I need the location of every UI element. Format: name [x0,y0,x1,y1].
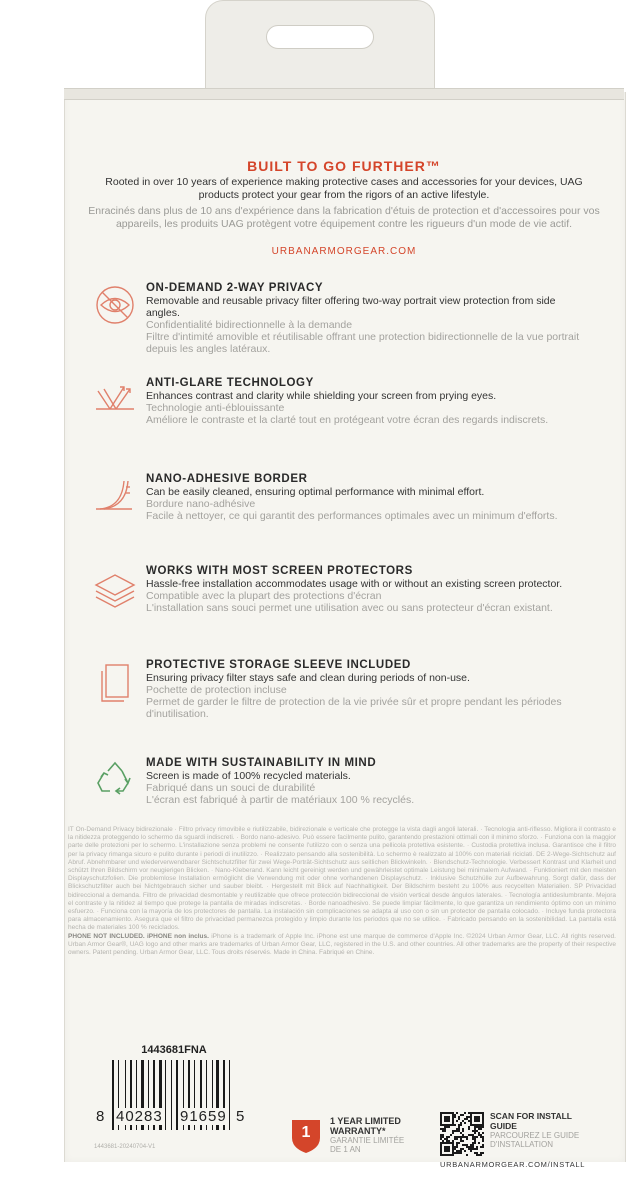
warranty-english: 1 YEAR LIMITED WARRANTY* [330,1116,401,1136]
feature-title: ANTI-GLARE TECHNOLOGY [146,377,314,389]
feature-title: WORKS WITH MOST SCREEN PROTECTORS [146,565,413,577]
barcode-digit-last: 5 [236,1108,245,1125]
feature-title: PROTECTIVE STORAGE SLEEVE INCLUDED [146,659,411,671]
feature-french: Compatible avec la plupart des protections d'écran L'installation sans souci permet une utilisation avec ou sans protecteur d'écran existant. [146,590,553,614]
warranty-shield-icon [290,1116,322,1154]
hang-hole [266,25,374,49]
feature-english: Hassle-free installation accommodates usage with or without an existing screen protector. [146,578,563,590]
intro-english: Rooted in over 10 years of experience making protective cases and accessories for your devices, UAG products protect your gear from the rigors of an active lifestyle. [105,176,583,201]
legal-notice: iPhone is a trademark of Apple Inc. iPhone est une marque de commerce d'Apple Inc. ©2024 Urban Armor Gear, LLC. All rights reserved. Urban Armor Gear®, UAG logo and other marks are trademarks of Urban Armor Gear, LLC, registered in the U.S. and other countries. All other trademarks are the property of their respective owners. Patent pending. Urban Armor Gear, LLC. Tous droits réservés. Made in China. Fabriqué en Chine. [68,932,616,957]
feature-title: ON-DEMAND 2-WAY PRIVACY [146,282,324,294]
storage-sleeve-icon [92,659,138,705]
warranty-french: GARANTIE LIMITÉE DE 1 AN [330,1136,405,1154]
website-url: URBANARMORGEAR.COM [271,246,417,257]
barcode-digits [96,1108,256,1128]
intro-french: Enracinés dans plus de 10 ans d'expérience dans la fabrication d'étuis de protection et d'accessoires pour vos appareils, les produits UAG protègent votre équipement contre les rigueurs d'un mode de vie actif. [88,205,600,230]
feature-english: Ensuring privacy filter stays safe and clean during periods of non-use. [146,672,470,684]
feature-french: Bordure nano-adhésive Facile à nettoyer, ce qui garantit des performances optimales avec un minimum d'efforts. [146,498,558,522]
anti-glare-icon [92,377,138,423]
install-url: URBANARMORGEAR.COM/INSTALL [440,1160,586,1169]
hang-tab [205,0,435,101]
scan-instruction-french: PARCOUREZ LE GUIDE D'INSTALLATION [490,1131,580,1149]
headline: BUILT TO GO FURTHER™ [247,158,441,174]
feature-title: MADE WITH SUSTAINABILITY IN MIND [146,757,377,769]
adhesive-border-icon [92,473,138,519]
feature-french: Fabriqué dans un souci de durabilité L'écran est fabriqué à partir de matériaux 100 % recyclés. [146,782,415,806]
package-fold [64,88,624,100]
fine-print-body: IT On-Demand Privacy bidirezionale · Filtro privacy rimovibile e riutilizzabile, bidirezionale e verticale che protegge la vista dagli angoli laterali. · Tecnologia anti-riflesso. Migliora il contrasto e la nitidezza proteggendo lo schermo da sguardi indiscreti. · Bordo nano-adesivo. Può essere facilmente pulito, garantendo prestazioni ottimali con il minimo sforzo. · Funziona con la maggior parte delle protezioni per lo schermo. L'installazione senza problemi ne consente l'utilizzo con o senza una pellicola protettiva esistente. · Custodia protettiva inclusa. Garantisce che il filtro per la privacy rimanga sicuro e pulito durante i periodi di inutilizzo. · Realizzato pensando alla sostenibilità. Lo schermo è realizzato al 100% con materiali riciclati. DE 2-Wege-Sichtschutz auf Abruf. Abnehmbarer und wiederverwendbarer Sichtschutzfilter für zwei Wege-Porträt-Sichtschutz aus seitlichen Blickwinkeln. · Blendschutz-Technologie. Verbessert Kontrast und Klarheit und schützt Ihren Bildschirm vor neugierigen Blicken. · Nano-Kleberand. Kann leicht gereinigt werden und gewährleistet optimale Leistung bei minimalem Aufwand. · Funktioniert mit den meisten Displayschutzfolien. Die problemlose Installation ermöglicht die Verwendung mit oder ohne vorhandenen Displayschutz. · Inklusive Schutzhülle zur Aufbewahrung. Sorgt dafür, dass der Blickschutzfilter auch bei Nichtgebrauch sicher und sauber bleibt. · Hergestellt mit Blick auf Nachhaltigkeit. Der Bildschirm besteht zu 100% aus recycelten Materialien. SP Privacidad bidireccional a demanda. Filtro de privacidad desmontable y reutilizable que ofrece protección bidireccional de visión vertical desde ángulos laterales. · Tecnología antideslumbrante. Mejora el contraste y la nitidez al tiempo que protege la pantalla de miradas indiscretas. · Borde nanoadhesivo. Se puede limpiar fácilmente, lo que garantiza un rendimiento óptimo con un mínimo esfuerzo. · Funciona con la mayoría de los protectores de pantalla. La instalación sin complicaciones se adapta al uso con o sin un protector de pantalla colocado. · Incluye funda protectora para almacenamiento. Asegura que el filtro de privacidad permanezca protegido y limpio durante los periodos que no se utilice. · Fabricado pensando en la sostenibilidad. La pantalla está hecha de materiales 100 % reciclados. [68,826,616,932]
phone-not-included: PHONE NOT INCLUDED. iPHONE non inclus. [68,932,209,940]
feature-french: Technologie anti-éblouissante Améliore le contraste et la clarté tout en protégeant votre écran des regards indiscrets. [146,402,549,426]
qr-code-icon[interactable] [440,1112,484,1156]
barcode-group-right: 91659 [180,1108,227,1125]
feature-french: Confidentialité bidirectionnelle à la demande Filtre d'intimité amovible et réutilisable offrant une protection bidirectionnelle de la vue portrait depuis les angles latéraux. [146,319,580,355]
multilingual-fine-print [68,826,616,957]
barcode-group-left: 40283 [116,1108,163,1125]
barcode-digit-first: 8 [96,1108,105,1125]
warranty-badge-number: 1 [301,1124,311,1141]
layered-screens-icon [92,565,138,611]
feature-title: NANO-ADHESIVE BORDER [146,473,308,485]
print-id: 1443681-20240704-V1 [94,1144,156,1150]
privacy-eye-icon [92,282,138,328]
feature-french: Pochette de protection incluse Permet de garder le filtre de protection de la vie privée sûr et propre pendant les périodes d'inutilisation. [146,684,562,720]
feature-english: Can be easily cleaned, ensuring optimal performance with minimal effort. [146,486,485,498]
scan-instruction-english: SCAN FOR INSTALL GUIDE [490,1111,572,1131]
sku-code: 1443681FNA [141,1044,207,1056]
feature-english: Screen is made of 100% recycled materials. [146,770,351,782]
feature-english: Enhances contrast and clarity while shielding your screen from prying eyes. [146,390,497,402]
feature-english: Removable and reusable privacy filter offering two-way portrait view protection from side angles. [146,295,556,319]
recycle-icon [92,757,138,803]
